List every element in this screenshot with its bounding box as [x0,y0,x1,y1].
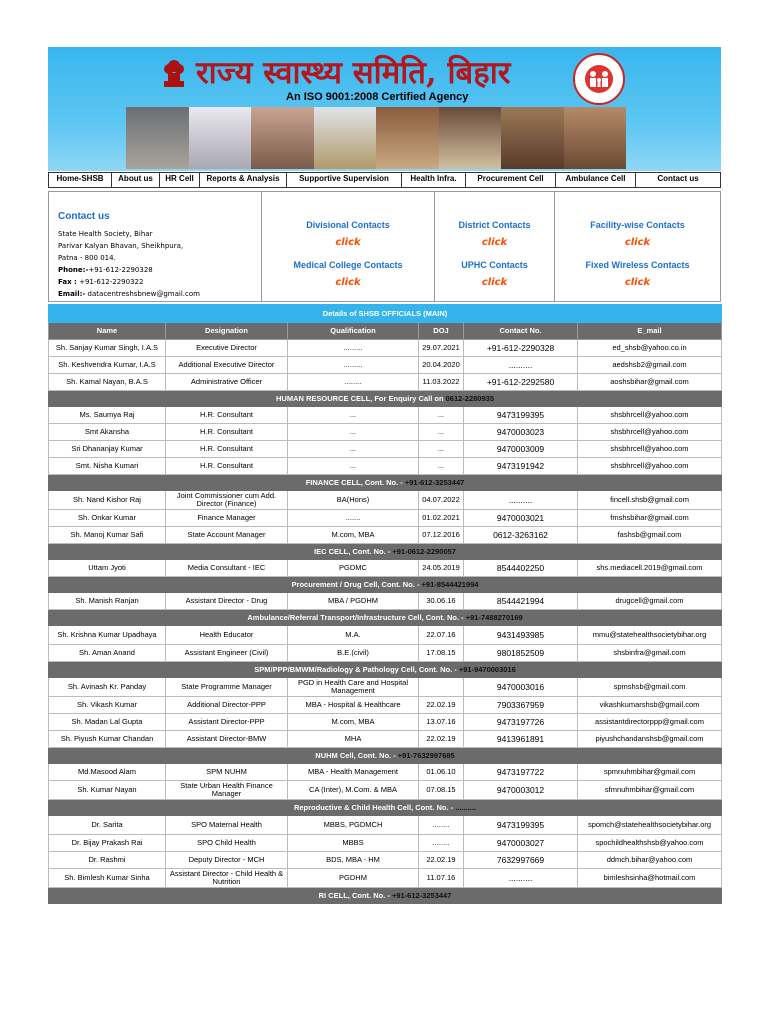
section-header-row [49,748,722,764]
contact-box [48,191,721,302]
email-cell[interactable]: aoshsbihar@gmail.com [578,374,722,391]
banner-photo [251,107,314,169]
contact-cell: 9473191942 [464,458,578,475]
doj-cell: 07.08.15 [419,781,464,800]
name-cell: Sh. Aman Anand [49,645,166,662]
designation-cell: H.R. Consultant [166,407,288,424]
section-header-row [49,888,722,904]
doj-cell: 29.07.2021 [419,340,464,357]
doj-cell: 11.07.16 [419,869,464,888]
phone-label: Phone:- [58,266,89,274]
qualification-cell: MBA - Health Management [288,764,419,781]
banner-photo [439,107,502,169]
table-row [49,491,722,510]
qualification-cell: ... [288,407,419,424]
section-phone: +91-0612-2290057 [392,546,456,556]
designation-cell: H.R. Consultant [166,458,288,475]
phone-number: +91-612-2290328 [88,266,153,274]
medical-college-contacts-title: Medical College Contacts [293,260,403,270]
designation-cell: H.R. Consultant [166,424,288,441]
email-cell[interactable]: shsbinfra@gmail.com [578,645,722,662]
banner-photo [501,107,564,169]
section-label: Procurement / Drug Cell, Cont. No. - [291,579,422,589]
banner-photo [564,107,627,169]
section-phone: +91-612-3253447 [404,477,465,487]
column-header: E_mail [578,323,722,340]
designation-cell: Assistant Director-BMW [166,731,288,748]
officials-table [48,304,722,904]
section-header [49,577,722,593]
doj-cell: ... [419,441,464,458]
contact-cell: 9470003023 [464,424,578,441]
nav-supportive-supervision[interactable]: Supportive Supervision [287,173,402,187]
doj-cell: 22.02.19 [419,852,464,869]
qualification-cell: MBBS [288,835,419,852]
name-cell: Sh. Avinash Kr. Panday [49,678,166,697]
column-header: Designation [166,323,288,340]
section-label: HUMAN RESOURCE CELL, For Enquiry Call on [276,393,446,403]
designation-cell: State Programme Manager [166,678,288,697]
contact-address [49,192,262,301]
nav-ambulance[interactable]: Ambulance Cell [556,173,636,187]
qualification-cell: ... [288,441,419,458]
email-address[interactable]: datacentreshsbnew@gmail.com [87,290,200,298]
contact-cell: 7632997669 [464,852,578,869]
name-cell: Md.Masood Alam [49,764,166,781]
qualification-cell: B.E.(civil) [288,645,419,662]
designation-cell: Assistant Director - Child Health & Nutrition [166,869,288,888]
nav-about[interactable]: About us [112,173,160,187]
section-header [49,888,722,904]
name-cell: Sh. Kamal Nayan, B.A.S [49,374,166,391]
contact-cell: 8544402250 [464,560,578,577]
designation-cell: Additional Executive Director [166,357,288,374]
section-header-row [49,391,722,407]
section-label: Reproductive & Child Health Cell, Cont. No. - [293,802,456,812]
divisional-contacts-title: Divisional Contacts [306,220,390,230]
section-label: SPM/PPP/BMWM/Radiology & Pathology Cell, Cont. No. - [254,664,459,674]
designation-cell: SPO Maternal Health [166,816,288,835]
fax-label: Fax : [58,278,77,286]
column-header: Qualification [288,323,419,340]
contact-cell: 9431493985 [464,626,578,645]
doj-cell: 30.06.16 [419,593,464,610]
doj-cell: ... [419,458,464,475]
designation-cell: State Account Manager [166,527,288,544]
table-row [49,869,722,888]
name-cell: Ms. Saumya Raj [49,407,166,424]
table-row [49,458,722,475]
contact-col-1 [262,192,435,301]
email-cell[interactable]: spmnuhmbihar@gmail.com [578,764,722,781]
designation-cell: Finance Manager [166,510,288,527]
contact-links [262,192,720,301]
name-cell: Sh. Manish Ranjan [49,593,166,610]
table-row [49,781,722,800]
qualification-cell: PGDMC [288,560,419,577]
contact-col-3 [555,192,720,301]
email-label: Email:- [58,290,86,298]
designation-cell: Media Consultant - IEC [166,560,288,577]
photo-strip [126,107,626,169]
designation-cell: Administrative Officer [166,374,288,391]
designation-cell: State Urban Health Finance Manager [166,781,288,800]
qualification-cell: ......... [288,357,419,374]
email-cell[interactable]: sfmnuhmbihar@gmail.com [578,781,722,800]
email-cell[interactable]: ddmch.bihar@yahoo.com [578,852,722,869]
contact-cell: 9473199395 [464,816,578,835]
designation-cell: Assistant Engineer (Civil) [166,645,288,662]
national-emblem-icon [160,55,188,89]
designation-cell: Assistant Director-PPP [166,714,288,731]
table-main-title-row [49,305,722,323]
email-cell[interactable]: vikashkumarshsb@gmail.com [578,697,722,714]
table-row [49,714,722,731]
banner-photo [126,107,189,169]
divisional-contacts-link[interactable]: click [335,237,361,248]
nav-procurement[interactable]: Procurement Cell [466,173,556,187]
name-cell: Sh. Onkar Kumar [49,510,166,527]
header-banner [48,47,721,171]
medical-college-contacts-link[interactable]: click [335,277,361,288]
section-phone: +91-7488270169 [465,612,523,622]
email-cell[interactable]: drugcell@gmail.com [578,593,722,610]
section-phone: +91-612-3253447 [391,890,452,900]
doj-cell: 13.07.16 [419,714,464,731]
contact-cell: 9470003012 [464,781,578,800]
facility-wise-contacts-link[interactable]: click [624,237,651,248]
table-main-title: Details of SHSB OFFICIALS (MAIN) [49,305,722,323]
table-header-row [49,323,722,340]
qualification-cell: CA (Inter), M.Com. & MBA [288,781,419,800]
district-contacts-link[interactable]: click [481,237,508,248]
section-label: RI CELL, Cont. No. - [318,890,392,900]
doj-cell: 22.07.16 [419,626,464,645]
name-cell: Smt Akansha [49,424,166,441]
name-cell: Sh. Bimlesh Kumar Sinha [49,869,166,888]
email-cell[interactable]: ed_shsb@yahoo.co.in [578,340,722,357]
designation-cell: Executive Director [166,340,288,357]
table-row [49,678,722,697]
section-header [49,662,722,678]
section-header-row [49,577,722,593]
qualification-cell: MBA / PGDHM [288,593,419,610]
nhm-logo-icon [568,51,630,107]
name-cell: Uttam Jyoti [49,560,166,577]
table-row [49,357,722,374]
fixed-wireless-contacts-link[interactable]: click [624,277,651,288]
section-header-row [49,800,722,816]
doj-cell: 11.03.2022 [419,374,464,391]
name-cell: Sh. Manoj Kumar Safi [49,527,166,544]
doj-cell: 22.02.19 [419,697,464,714]
email-cell[interactable]: mmu@statehealthsocietybihar.org [578,626,722,645]
qualification-cell: ... [288,424,419,441]
qualification-cell: ........ [288,374,419,391]
section-phone: +91-9470003016 [458,664,516,674]
contact-cell: 7903367959 [464,697,578,714]
qualification-cell: MHA [288,731,419,748]
table-row [49,374,722,391]
email-cell[interactable]: spochildhealthshsb@yahoo.com [578,835,722,852]
email-cell[interactable]: fmshsbihar@gmail.com [578,510,722,527]
org-name: State Health Society, Bihar [58,230,153,238]
qualification-cell: ... [288,458,419,475]
qualification-cell: MBA - Hospital & Healthcare [288,697,419,714]
contact-cell: .......... [464,869,578,888]
table-row [49,697,722,714]
city-address: Patna - 800 014. [58,254,116,262]
qualification-cell: M.com, MBA [288,714,419,731]
table-row [49,424,722,441]
section-phone: +91-7632997685 [397,750,455,760]
contact-cell: 9470003016 [464,678,578,697]
table-row [49,527,722,544]
name-cell: Sh. Sanjay Kumar Singh, I.A.S [49,340,166,357]
main-navigation [48,172,721,188]
contact-cell: 9801852509 [464,645,578,662]
doj-cell: 01.06.10 [419,764,464,781]
contact-cell: 9470003021 [464,510,578,527]
name-cell: Sri Dhananjay Kumar [49,441,166,458]
table-row [49,340,722,357]
doj-cell: 24.05.2019 [419,560,464,577]
designation-cell: Assistant Director - Drug [166,593,288,610]
name-cell: Smt. Nisha Kumari [49,458,166,475]
email-cell[interactable]: shsbhrcell@yahoo.com [578,424,722,441]
section-header [49,610,722,626]
name-cell: Sh. Keshvendra Kumar, I.A.S [49,357,166,374]
contact-cell: 0612-3263162 [464,527,578,544]
email-cell[interactable]: shsbhrcell@yahoo.com [578,458,722,475]
contact-cell: +91-612-2292580 [464,374,578,391]
table-row [49,560,722,577]
section-header-row [49,610,722,626]
section-label: Ambulance/Referral Transport/Infrastructure Cell, Cont. No. - [247,612,466,622]
name-cell: Dr. Bijay Prakash Rai [49,835,166,852]
qualification-cell: MBBS, PGDMCH [288,816,419,835]
doj-cell: ........ [419,835,464,852]
table-row [49,645,722,662]
doj-cell: ... [419,424,464,441]
name-cell: Sh. Nand Kishor Raj [49,491,166,510]
doj-cell: 01.02.2021 [419,510,464,527]
designation-cell: Additional Director-PPP [166,697,288,714]
designation-cell: Deputy Director - MCH [166,852,288,869]
section-header-row [49,544,722,560]
nav-health-infra[interactable]: Health Infra. [402,173,466,187]
site-subtitle: An ISO 9001:2008 Certified Agency [286,91,469,103]
contact-heading: Contact us [58,211,110,222]
table-row [49,441,722,458]
district-contacts-title: District Contacts [458,220,531,230]
section-label: NUHM Cell, Cont. No. - [315,750,398,760]
contact-cell: +91-612-2290328 [464,340,578,357]
designation-cell: SPO Child Health [166,835,288,852]
email-cell[interactable]: fashsb@gmail.com [578,527,722,544]
email-cell[interactable]: fincell.shsb@gmail.com [578,491,722,510]
qualification-cell: PGD in Health Care and Hospital Management [288,678,419,697]
contact-cell: 9413961891 [464,731,578,748]
email-line [58,288,261,300]
banner-photo [314,107,377,169]
nav-home[interactable]: Home-SHSB [49,173,112,187]
doj-cell: 07.12.2016 [419,527,464,544]
facility-wise-contacts-title: Facility-wise Contacts [590,220,685,230]
fixed-wireless-contacts-title: Fixed Wireless Contacts [585,260,690,270]
doj-cell: 04.07.2022 [419,491,464,510]
table-row [49,764,722,781]
doj-cell: 22.02.19 [419,731,464,748]
section-header [49,748,722,764]
qualification-cell: BA(Hons) [288,491,419,510]
contact-cell: 9470003009 [464,441,578,458]
email-cell[interactable]: piyushchandanshsb@gmail.com [578,731,722,748]
contact-cell: 9473199395 [464,407,578,424]
table-row [49,626,722,645]
building-address: Parivar Kalyan Bhavan, Sheikhpura, [58,242,184,250]
qualification-cell: M.A. [288,626,419,645]
banner-photo [189,107,252,169]
nav-reports[interactable]: Reports & Analysis [200,173,287,187]
fax-number: +91-612-2290322 [79,278,144,286]
contact-cell: 9473197726 [464,714,578,731]
qualification-cell: PGDHM [288,869,419,888]
doj-cell [419,678,464,697]
site-title-hindi: राज्य स्वास्थ्य समिति, बिहार [196,55,511,91]
nav-contact[interactable]: Contact us [657,174,699,183]
email-cell[interactable]: bimleshsinha@hotmail.com [578,869,722,888]
designation-cell: H.R. Consultant [166,441,288,458]
section-header [49,544,722,560]
page [48,47,721,904]
doj-cell: ... [419,407,464,424]
email-cell[interactable]: shs.mediacell.2019@gmail.com [578,560,722,577]
qualification-cell: BDS, MBA - HM [288,852,419,869]
section-header-row [49,662,722,678]
name-cell: Dr. Rashmi [49,852,166,869]
name-cell: Sh. Krishna Kumar Upadhaya [49,626,166,645]
column-header: Contact No. [464,323,578,340]
designation-cell: Joint Commissioner cum Add. Director (Finance) [166,491,288,510]
uphc-contacts-title: UPHC Contacts [461,260,528,270]
designation-cell: SPM NUHM [166,764,288,781]
table-row [49,816,722,835]
table-row [49,852,722,869]
column-header: DOJ [419,323,464,340]
contact-col-2 [435,192,555,301]
qualification-cell: M.com, MBA [288,527,419,544]
table-row [49,731,722,748]
table-row [49,593,722,610]
section-label: IEC CELL, Cont. No. - [314,546,393,556]
name-cell: Sh. Vikash Kumar [49,697,166,714]
email-cell[interactable]: aedshsb2@gmail.com [578,357,722,374]
doj-cell: ........ [419,816,464,835]
name-cell: Sh. Madan Lal Gupta [49,714,166,731]
contact-cell: 9473197722 [464,764,578,781]
name-cell: Sh. Piyush Kumar Chandan [49,731,166,748]
email-cell[interactable]: assistantdirectorppp@gmail.com [578,714,722,731]
name-cell: Dr. Sarita [49,816,166,835]
contact-cell: 8544421994 [464,593,578,610]
nav-hr-cell[interactable]: HR Cell [160,173,200,187]
section-header [49,800,722,816]
fax-line [58,276,261,288]
contact-cell: 9470003027 [464,835,578,852]
uphc-contacts-link[interactable]: click [481,277,508,288]
name-cell: Sh. Kumar Nayan [49,781,166,800]
section-label: FINANCE CELL, Cont. No. - [305,477,405,487]
table-row [49,510,722,527]
section-header [49,391,722,407]
phone-line [58,264,261,276]
column-header: Name [49,323,166,340]
section-phone: .......... [455,802,477,812]
qualification-cell: ......... [288,340,419,357]
email-cell[interactable]: spomch@statehealthsocietybihar.org [578,816,722,835]
table-row [49,407,722,424]
contact-cell: .......... [464,357,578,374]
email-cell[interactable]: shsbhrcell@yahoo.com [578,441,722,458]
contact-cell: .......... [464,491,578,510]
email-cell[interactable]: shsbhrcell@yahoo.com [578,407,722,424]
section-header [49,475,722,491]
qualification-cell: ....... [288,510,419,527]
designation-cell: Health Educator [166,626,288,645]
doj-cell: 20.04.2020 [419,357,464,374]
email-cell[interactable]: spmshsb@gmail.com [578,678,722,697]
table-row [49,835,722,852]
section-phone: +91-8544421994 [421,579,479,589]
section-phone: 0612-2280935 [445,393,494,403]
section-header-row [49,475,722,491]
doj-cell: 17.08.15 [419,645,464,662]
banner-photo [376,107,439,169]
